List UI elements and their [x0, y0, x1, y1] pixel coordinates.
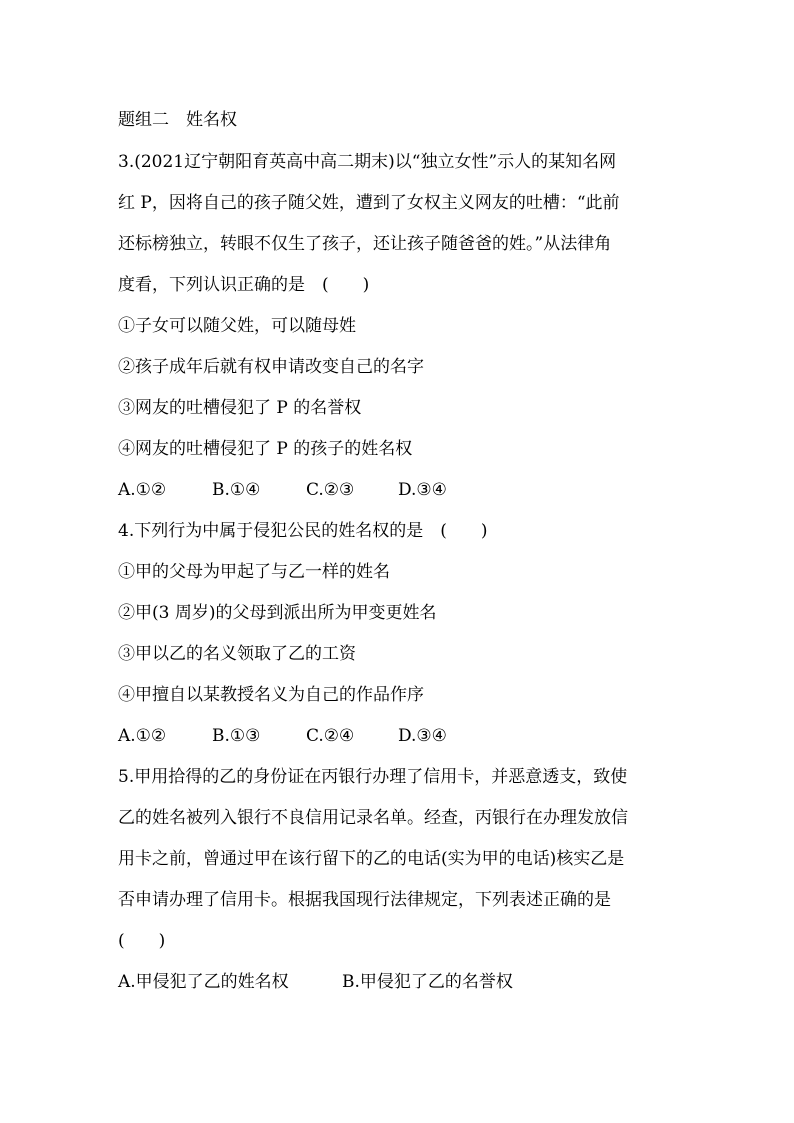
- statement-item: ①子女可以随父姓，可以随母姓: [118, 316, 356, 336]
- option-a: A.①②: [118, 480, 167, 500]
- option-d: D.③④: [398, 726, 447, 746]
- statement-item: ④网友的吐槽侵犯了 P 的孩子的姓名权: [118, 439, 413, 459]
- question-4: [118, 511, 698, 757]
- question-3: [118, 142, 698, 511]
- question-stem-line: 否申请办理了信用卡。根据我国现行法律规定，下列表述正确的是: [118, 890, 611, 910]
- statement-item: ②甲(3 周岁)的父母到派出所为甲变更姓名: [118, 603, 437, 623]
- statement-item: ③网友的吐槽侵犯了 P 的名誉权: [118, 398, 362, 418]
- option-d: D.③④: [398, 480, 447, 500]
- question-5: [118, 757, 698, 1003]
- question-stem-line: 红 P，因将自己的孩子随父姓，遭到了女权主义网友的吐槽：“此前: [118, 193, 620, 213]
- option-b: B.①③: [212, 726, 261, 746]
- question-stem-line: 3.(2021辽宁朝阳育英高中高二期末)以“独立女性”示人的某知名网: [118, 152, 617, 172]
- question-stem-line: 5.甲用拾得的乙的身份证在丙银行办理了信用卡，并恶意透支，致使: [118, 767, 628, 787]
- option-b: B.①④: [212, 480, 261, 500]
- statement-item: ③甲以乙的名义领取了乙的工资: [118, 644, 356, 664]
- option-c: C.②④: [306, 726, 355, 746]
- question-stem-line: 乙的姓名被列入银行不良信用记录名单。经查，丙银行在办理发放信: [118, 808, 628, 828]
- option-b: B.甲侵犯了乙的名誉权: [342, 972, 513, 992]
- question-stem-line: 度看，下列认识正确的是 ( ): [118, 275, 370, 295]
- answer-options: [118, 716, 698, 757]
- answer-options: [118, 962, 698, 1003]
- question-stem-line: 4.下列行为中属于侵犯公民的姓名权的是 ( ): [118, 521, 488, 541]
- section-title: 题组二 姓名权: [118, 110, 237, 130]
- option-c: C.②③: [306, 480, 355, 500]
- statement-item: ④甲擅自以某教授名义为自己的作品作序: [118, 685, 424, 705]
- answer-options: [118, 470, 698, 511]
- statement-item: ②孩子成年后就有权申请改变自己的名字: [118, 357, 424, 377]
- option-a: A.甲侵犯了乙的姓名权: [118, 972, 289, 992]
- question-stem-line: 还标榜独立，转眼不仅生了孩子，还让孩子随爸爸的姓。”从法律角: [118, 234, 612, 254]
- answer-parentheses: ( ): [118, 931, 166, 951]
- document-page: [118, 98, 698, 1003]
- statement-item: ①甲的父母为甲起了与乙一样的姓名: [118, 562, 390, 582]
- option-a: A.①②: [118, 726, 167, 746]
- question-stem-line: 用卡之前，曾通过甲在该行留下的乙的电话(实为甲的电话)核实乙是: [118, 849, 625, 869]
